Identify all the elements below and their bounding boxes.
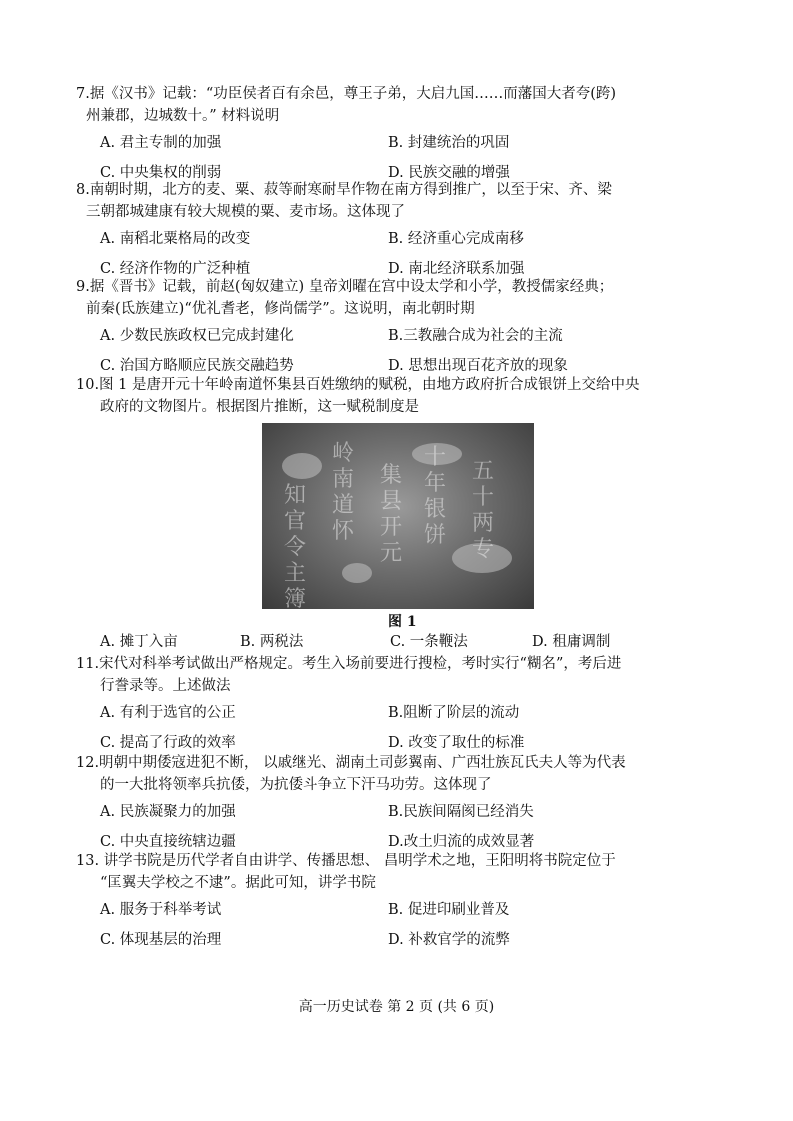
options-row xyxy=(76,801,726,831)
option-d[interactable]: D. 南北经济联系加强 xyxy=(388,261,525,277)
figure-caption: 图 1 xyxy=(388,614,417,630)
option-d[interactable]: D. 租庸调制 xyxy=(532,634,611,650)
question-stem: 8.南朝时期，北方的麦、粟、菽等耐寒耐旱作物在南方得到推广，以至于宋、齐、梁 xyxy=(76,182,612,198)
option-b[interactable]: B.民族间隔阂已经消失 xyxy=(388,804,534,820)
inscription-column: 知 官 令 主 簿 xyxy=(284,483,309,609)
option-a[interactable]: A. 服务于科举考试 xyxy=(100,902,222,918)
question-12 xyxy=(76,752,726,861)
question-stem: 9.据《晋书》记载，前赵(匈奴建立) 皇帝刘曜在宫中设太学和小学，教授儒家经典； xyxy=(76,279,614,295)
question-7 xyxy=(76,83,726,192)
question-stem-continued: 州兼郡，边城数十。” 材料说明 xyxy=(86,108,280,124)
option-d[interactable]: D. 补救官学的流弊 xyxy=(388,932,510,948)
question-10-options xyxy=(0,631,793,655)
options-row xyxy=(76,929,726,959)
page-footer: 高一历史试卷 第 2 页 (共 6 页) xyxy=(298,999,495,1015)
options-row xyxy=(76,702,726,732)
question-stem-continued: 的一大批将领率兵抗倭，为抗倭斗争立下汗马功劳。这体现了 xyxy=(100,777,492,793)
option-c[interactable]: C. 中央集权的削弱 xyxy=(100,165,222,181)
question-8 xyxy=(76,179,726,288)
inscription-column: 十 年 银 饼 xyxy=(424,445,449,548)
option-a[interactable]: A. 有利于选官的公正 xyxy=(100,705,236,721)
question-stem: 12.明朝中期倭寇进犯不断， 以戚继光、湖南土司彭翼南、广西壮族瓦氏夫人等为代表 xyxy=(76,755,626,771)
option-b[interactable]: B.阻断了阶层的流动 xyxy=(388,705,520,721)
question-10 xyxy=(76,374,726,418)
silver-ingot-photo xyxy=(262,423,534,609)
option-c[interactable]: C. 经济作物的广泛种植 xyxy=(100,261,251,277)
inscription-column: 集 县 开 元 xyxy=(380,463,405,566)
option-c[interactable]: C. 治国方略顺应民族交融趋势 xyxy=(100,358,294,374)
question-stem-continued: 行誊录等。上述做法 xyxy=(100,678,231,694)
question-stem-continued: 三朝都城建康有较大规模的粟、麦市场。这体现了 xyxy=(86,204,405,220)
option-c[interactable]: C. 一条鞭法 xyxy=(390,634,468,650)
option-b[interactable]: B. 经济重心完成南移 xyxy=(388,231,524,247)
option-b[interactable]: B. 两税法 xyxy=(240,634,304,650)
option-c[interactable]: C. 体现基层的治理 xyxy=(100,932,222,948)
option-d[interactable]: D. 思想出现百花齐放的现象 xyxy=(388,358,568,374)
option-a[interactable]: A. 民族凝聚力的加强 xyxy=(100,804,236,820)
options-row xyxy=(76,325,726,355)
option-b[interactable]: B. 促进印刷业普及 xyxy=(388,902,510,918)
question-9 xyxy=(76,276,726,385)
option-d[interactable]: D.改土归流的成效显著 xyxy=(388,834,535,850)
question-13 xyxy=(76,850,726,959)
option-b[interactable]: B.三教融合成为社会的主流 xyxy=(388,328,563,344)
option-a[interactable]: A. 摊丁入亩 xyxy=(100,634,178,650)
question-stem: 13. 讲学书院是历代学者自由讲学、传播思想、 昌明学术之地，王阳明将书院定位于 xyxy=(76,853,616,869)
options-row xyxy=(76,899,726,929)
question-11 xyxy=(76,653,726,762)
option-a[interactable]: A. 少数民族政权已完成封建化 xyxy=(100,328,294,344)
options-row xyxy=(76,228,726,258)
question-stem: 11.宋代对科举考试做出严格规定。考生入场前要进行搜检，考时实行“糊名”，考后进 xyxy=(76,656,622,672)
options-row xyxy=(76,132,726,162)
option-c[interactable]: C. 提高了行政的效率 xyxy=(100,735,236,751)
option-c[interactable]: C. 中央直接统辖边疆 xyxy=(100,834,236,850)
inscription-column: 五 十 两 专 xyxy=(472,459,497,562)
inscription-column: 岭 南 道 怀 xyxy=(332,441,357,544)
question-stem-continued: 政府的文物图片。根据图片推断，这一赋税制度是 xyxy=(100,399,419,415)
option-d[interactable]: D. 民族交融的增强 xyxy=(388,165,510,181)
option-a[interactable]: A. 南稻北粟格局的改变 xyxy=(100,231,251,247)
question-stem-continued: “匡翼夫学校之不逮”。据此可知，讲学书院 xyxy=(100,875,376,891)
option-d[interactable]: D. 改变了取仕的标准 xyxy=(388,735,525,751)
option-a[interactable]: A. 君主专制的加强 xyxy=(100,135,222,151)
question-stem: 7.据《汉书》记载：“功臣侯者百有余邑，尊王子弟，大启九国……而藩国大者夸(跨) xyxy=(76,86,617,102)
option-b[interactable]: B. 封建统治的巩固 xyxy=(388,135,510,151)
question-stem-continued: 前秦(氐族建立)“优礼耆老，修尚儒学”。这说明，南北朝时期 xyxy=(86,301,475,317)
question-stem: 10.图 1 是唐开元十年岭南道怀集县百姓缴纳的赋税，由地方政府折合成银饼上交给中央 xyxy=(76,377,640,393)
